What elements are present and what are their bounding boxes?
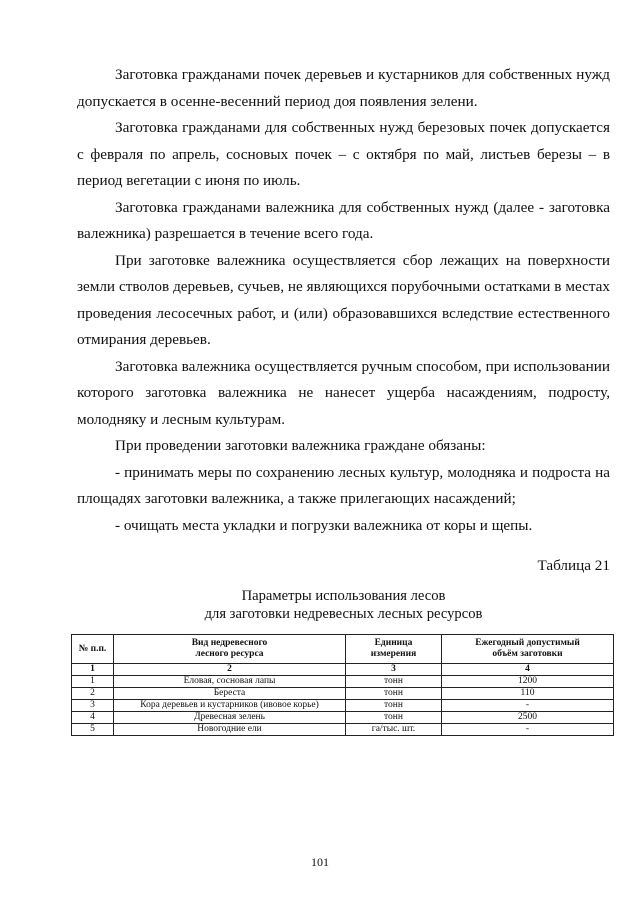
cell-resource: Древесная зелень: [114, 712, 346, 724]
header-volume-line: объём заготовки: [492, 649, 563, 659]
cell-unit: тонн: [346, 688, 442, 700]
paragraph: - принимать меры по сохранению лесных культур, молодняка и подроста на площадях заготовки валежника, а также прилегающих насаждений;: [77, 463, 610, 507]
cell-num: 2: [72, 688, 114, 700]
header-unit-line: Единица: [374, 638, 413, 648]
cell-volume: -: [442, 700, 614, 712]
column-number-row: [72, 664, 614, 676]
table-row: [72, 724, 614, 736]
cell-num: 5: [72, 724, 114, 736]
table-row: [72, 712, 614, 724]
header-num: № п.п.: [72, 635, 114, 664]
table-row: [72, 676, 614, 688]
table-row: [72, 700, 614, 712]
table-caption: Таблица 21: [537, 557, 610, 574]
cell-volume: 2500: [442, 712, 614, 724]
paragraph: - очищать места укладки и погрузки валежника от коры и щепы.: [115, 516, 533, 534]
cell-volume: 110: [442, 688, 614, 700]
header-volume: [442, 635, 614, 664]
header-resource-line: Вид недревесного: [191, 638, 268, 648]
table-title-line: Параметры использования лесов: [241, 588, 446, 604]
table-title-line: для заготовки недревесных лесных ресурсов: [204, 606, 483, 622]
cell-unit: тонн: [346, 700, 442, 712]
table-row: [72, 688, 614, 700]
header-volume-line: Ежегодный допустимый: [475, 638, 580, 648]
paragraph: При заготовке валежника осуществляется сбор лежащих на поверхности земли стволов деревьев, сучьев, не являющихся порубочными остатками в местах проведения лесосечных работ, и (или) образовавшихся вследствие естественного отмирания деревьев.: [77, 251, 610, 348]
resources-table-wrapper: [71, 634, 613, 736]
paragraph: Заготовка гражданами почек деревьев и кустарников для собственных нужд допускается в осенне-весенний период доя появления зелени.: [77, 66, 610, 110]
column-number: 3: [346, 664, 442, 676]
cell-volume: 1200: [442, 676, 614, 688]
resources-table: [71, 634, 614, 736]
table-header-row: [72, 635, 614, 664]
cell-unit: тонн: [346, 712, 442, 724]
body-text: [77, 62, 610, 539]
column-number: 4: [442, 664, 614, 676]
cell-unit: га/тыс. шт.: [346, 724, 442, 736]
column-number: 2: [114, 664, 346, 676]
cell-num: 4: [72, 712, 114, 724]
cell-volume: -: [442, 724, 614, 736]
cell-resource: Береста: [114, 688, 346, 700]
paragraph: Заготовка валежника осуществляется ручным способом, при использовании которого заготовка валежника не нанесет ущерба насаждениям, подросту, молодняку и лесным культурам.: [77, 357, 610, 428]
column-number: 1: [72, 664, 114, 676]
header-resource-line: лесного ресурса: [195, 649, 264, 659]
paragraph: При проведении заготовки валежника граждане обязаны:: [115, 437, 486, 454]
paragraph: Заготовка гражданами для собственных нужд березовых почек допускается с февраля по апрель, сосновых почек – с октября по май, листьев березы – в период вегетации с июня по июль.: [77, 119, 610, 189]
cell-resource: Еловая, сосновая лапы: [114, 676, 346, 688]
table-title: [77, 587, 610, 623]
cell-resource: Новогодние ели: [114, 724, 346, 736]
cell-num: 3: [72, 700, 114, 712]
paragraph: Заготовка гражданами валежника для собственных нужд (далее - заготовка валежника) разрешается в течение всего года.: [77, 198, 610, 242]
header-unit: [346, 635, 442, 664]
cell-unit: тонн: [346, 676, 442, 688]
cell-num: 1: [72, 676, 114, 688]
cell-resource: Кора деревьев и кустарников (ивовое корье): [114, 700, 346, 712]
header-resource: [114, 635, 346, 664]
page-number: 101: [311, 855, 329, 869]
header-unit-line: измерения: [370, 649, 417, 659]
